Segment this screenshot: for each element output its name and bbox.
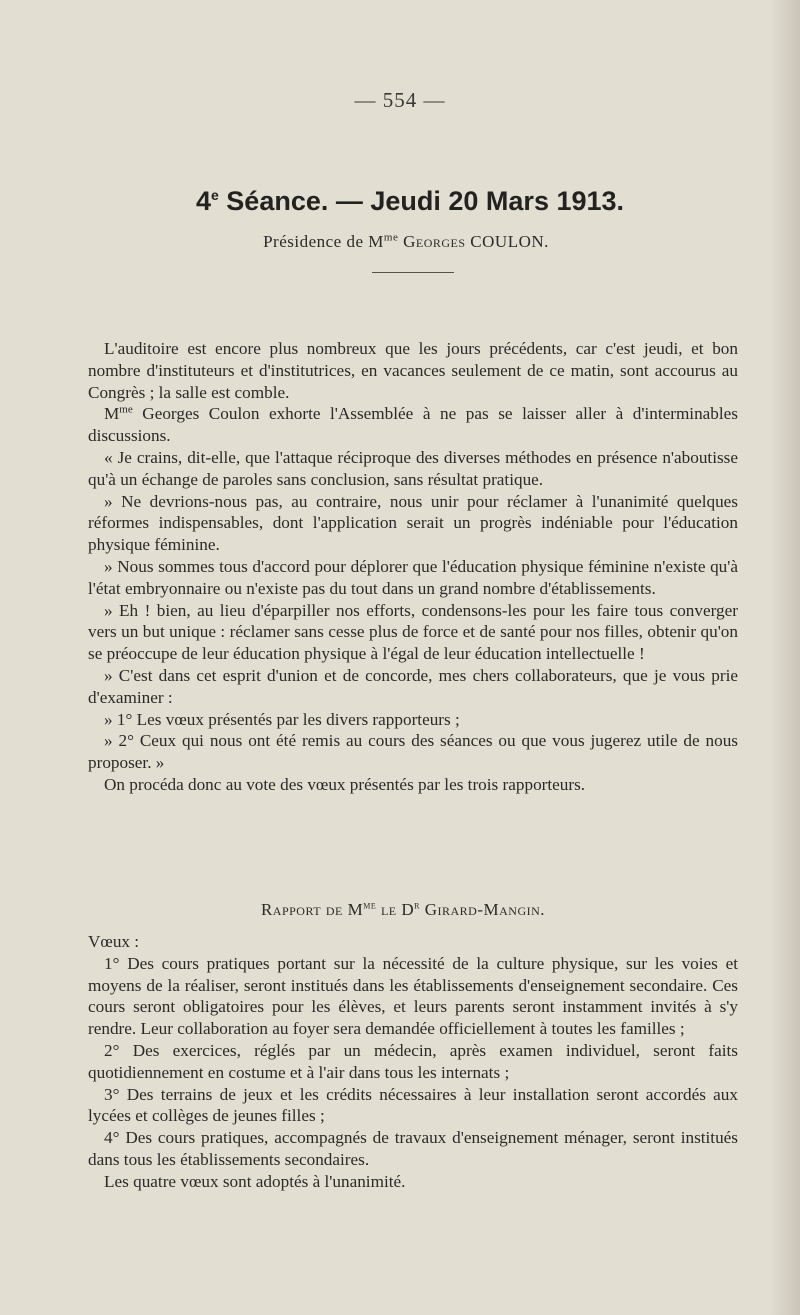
presidence-sup: me [383,231,399,244]
paragraph: » 2° Ceux qui nous ont été remis au cours des séances ou que vous jugerez utile de nous proposer. » [88,731,738,773]
mme-prefix: M [104,404,120,424]
paragraph: » Nous sommes tous d'accord pour déplorer que l'éducation physique féminine n'existe qu'à l'état embryonnaire ou n'existe pas du tout dans un grand nombre d'établissements. [88,556,738,598]
voeu-item: 2° Des exercices, réglés par un médecin, après examen individuel, seront faits quotidiennement en costume et à l'air dans tous les internats ; [88,1040,738,1082]
mme-sup: me [119,403,133,416]
paragraph: On procéda donc au vote des vœux présentés par les trois rapporteurs. [104,774,586,794]
paragraph-text: Georges Coulon exhorte l'Assemblée à ne pas se laisser aller à d'interminables discussions. [88,404,738,446]
report-heading-part: Girard-Mangin. [419,900,546,919]
paragraph: « Je crains, dit-elle, que l'attaque réciproque des diverses méthodes en présence n'aboutisse qu'à un échange de paroles sans conclusion, sans résultat pratique. [88,447,738,489]
voeu-item: 3° Des terrains de jeux et les crédits nécessaires à leur installation seront accordés aux lycées et collèges de jeunes filles ; [88,1084,738,1126]
report-heading-part: le D [376,900,415,919]
voeux-conclusion: Les quatre vœux sont adoptés à l'unanimité. [104,1171,406,1191]
paragraph: » 1° Les vœux présentés par les divers rapporteurs ; [104,709,460,729]
paragraph [88,403,738,447]
session-title [0,186,800,217]
session-minutes [88,338,738,796]
paragraph: » Eh ! bien, au lieu d'éparpiller nos efforts, condensons-les pour les faire tous converger vers un but unique : réclamer sans cesse plus de force et de santé pour nos filles, obtenir qu'on se préoccupe de leur éducation physique à l'égal de leur éducation intellectuelle ! [88,600,738,664]
session-number: 4 [195,186,211,216]
presidence-line [0,232,800,252]
report-heading-part: Rapport de M [260,900,364,919]
voeux-label: Vœux : [88,932,140,951]
report-heading [0,900,800,920]
presidence-name: Georges COULON. [398,232,549,251]
paragraph: » C'est dans cet esprit d'union et de concorde, mes chers collaborateurs, que je vous prie d'examiner : [88,665,738,707]
separator-rule [372,272,454,273]
voeu-item: 1° Des cours pratiques portant sur la nécessité de la culture physique, sur les voies et moyens de la réaliser, seront institués dans les établissements d'enseignement secondaire. Ces cours seront obligatoires pour les élèves, et leurs parents seront instamment invités à s'y rendre. Leur collaboration au foyer sera demandée officiellement à toutes les familles ; [88,953,738,1039]
report-heading-sup: r [414,899,420,912]
report-heading-sup: me [363,899,377,912]
voeu-item: 4° Des cours pratiques, accompagnés de travaux d'enseignement ménager, seront institués dans tous les établissements secondaires. [88,1128,738,1169]
page-number: — 554 — [354,88,446,112]
session-title-text: Séance. — Jeudi 20 Mars 1913. [218,186,625,216]
paragraph: » Ne devrions-nous pas, au contraire, nous unir pour réclamer à l'unanimité quelques réformes indispensables, dont l'application serait un progrès indéniable pour l'éducation physique féminine. [88,491,738,555]
voeux-section [88,931,738,1193]
session-number-sup: e [211,187,219,203]
paragraph: L'auditoire est encore plus nombreux que les jours précédents, car c'est jeudi, et bon nombre d'instituteurs et d'institutrices, en vacances seulement de ce matin, sont accourus au Congrès ; la salle est comble. [88,339,738,402]
presidence-prefix: Présidence de M [263,232,384,251]
